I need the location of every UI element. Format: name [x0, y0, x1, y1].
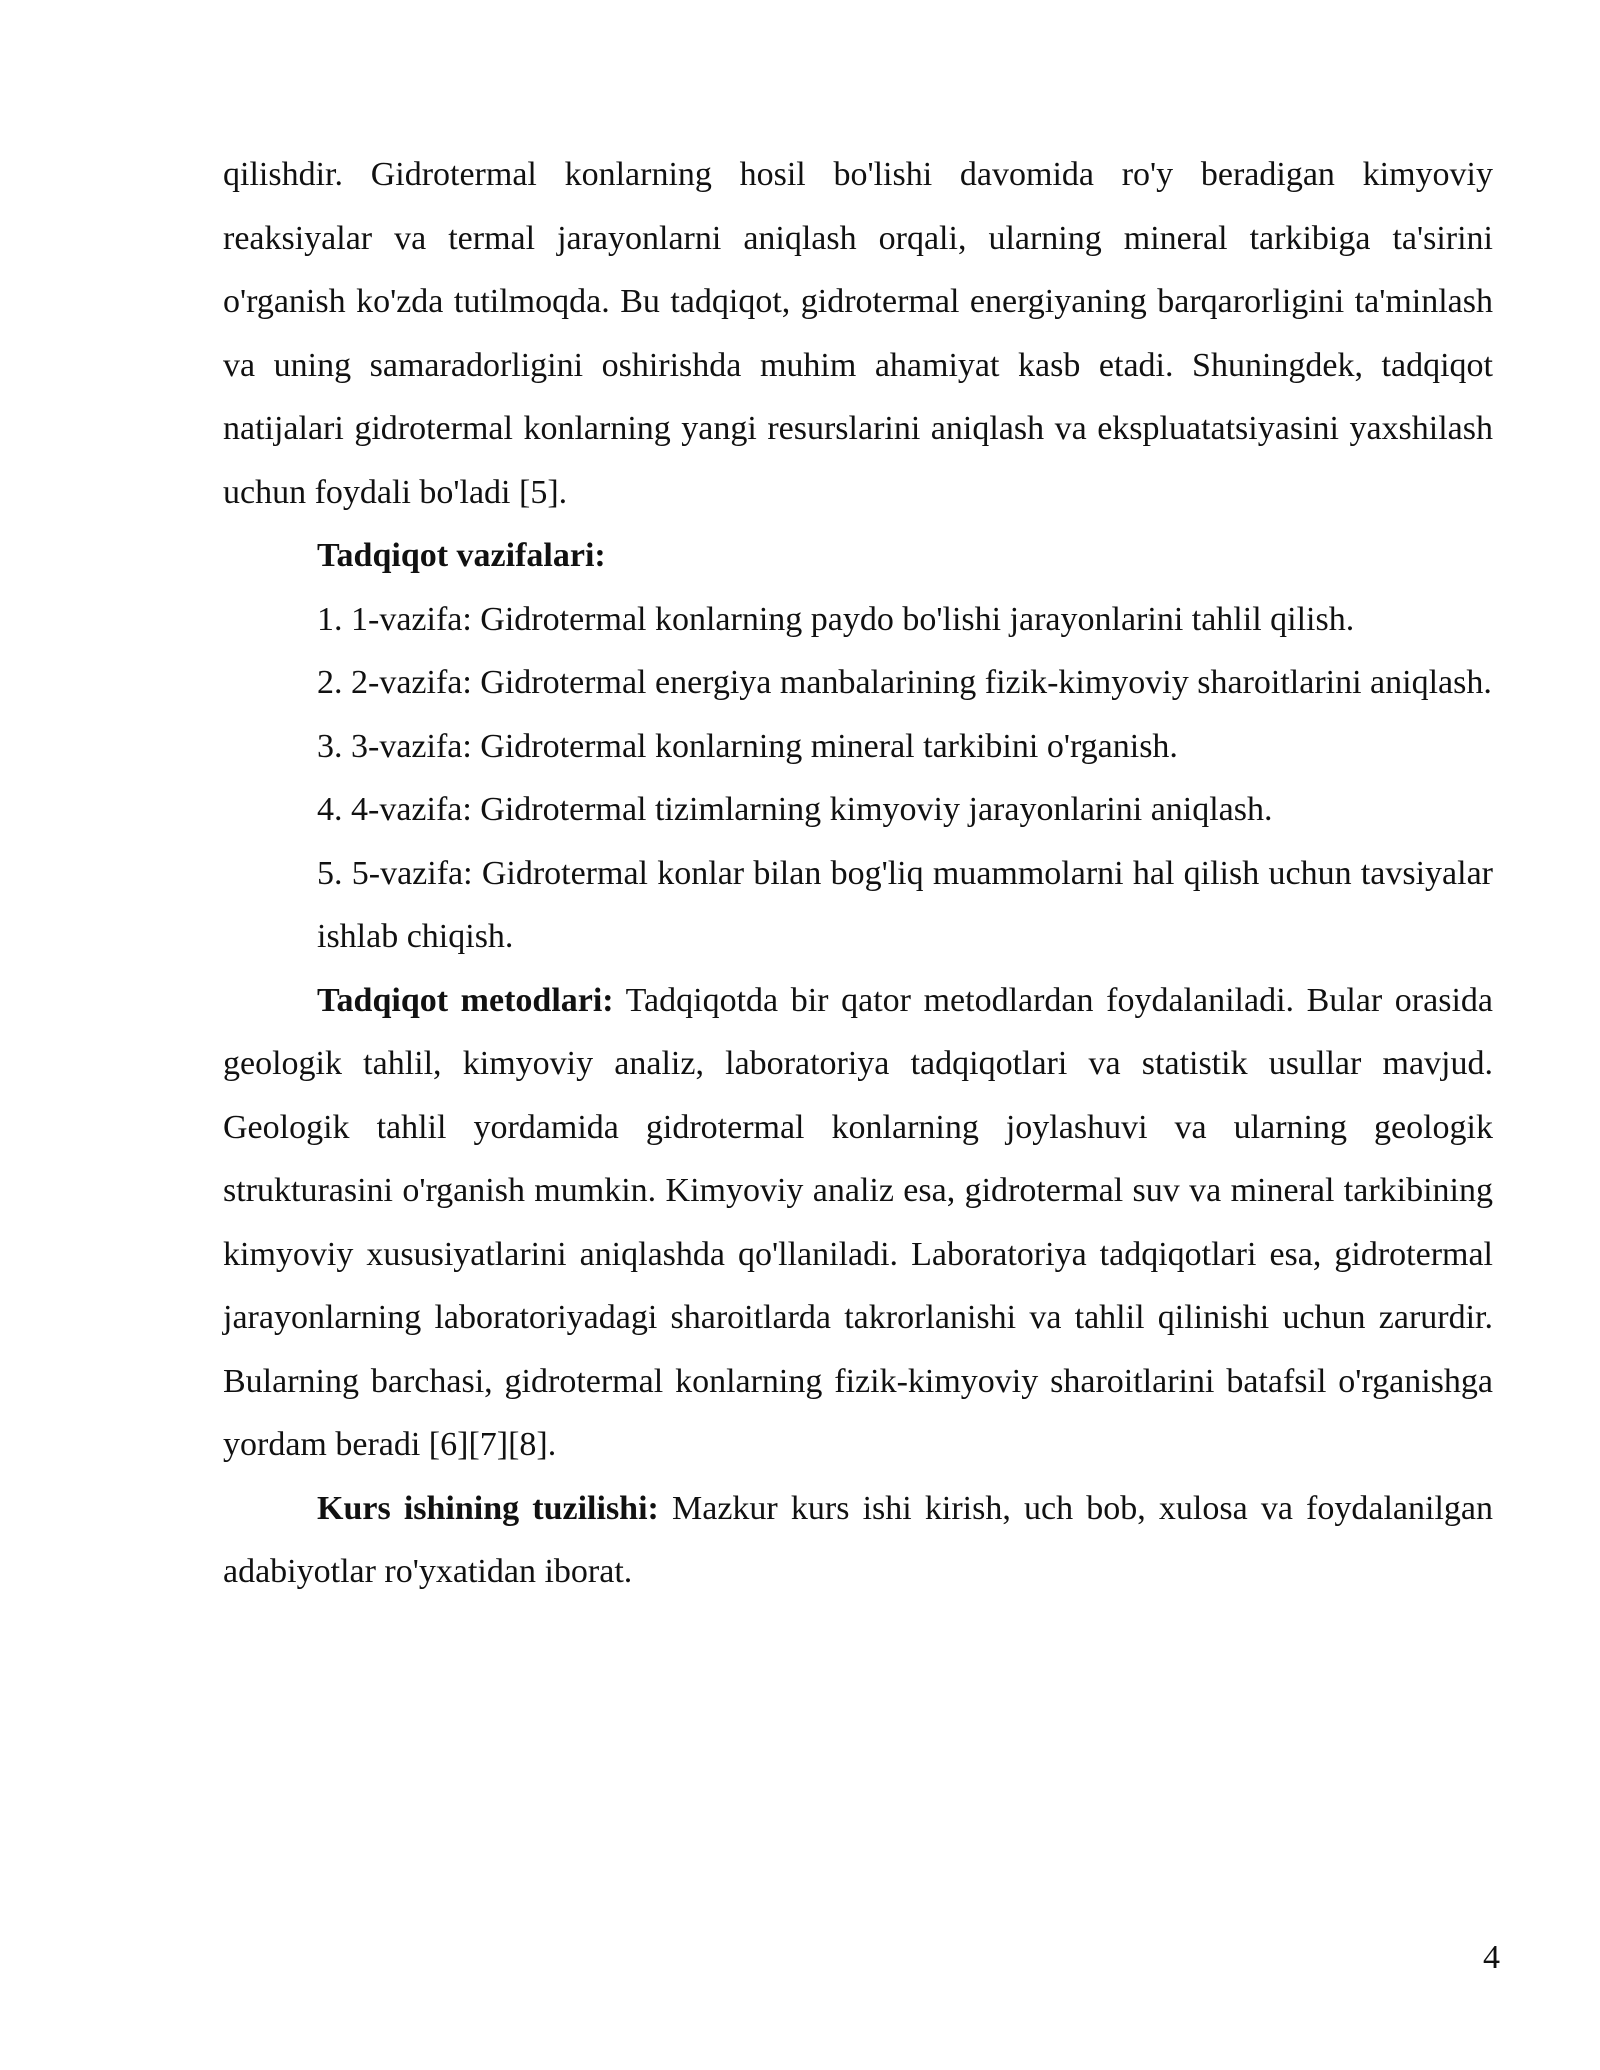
task-item-4: 4. 4-vazifa: Gidrotermal tizimlarning kimyoviy jarayonlarini aniqlash.: [317, 791, 1273, 828]
tasks-heading: Tadqiqot vazifalari:: [317, 537, 606, 574]
task-item-3: 3. 3-vazifa: Gidrotermal konlarning mineral tarkibini o'rganish.: [317, 727, 1178, 765]
methods-heading: Tadqiqot metodlari:: [317, 981, 614, 1019]
task-item-1: 1. 1-vazifa: Gidrotermal konlarning paydo bo'lishi jarayonlarini tahlil qilish.: [317, 600, 1355, 638]
page-body: [223, 143, 1493, 1604]
tasks-list: [223, 588, 1493, 969]
methods-text: Tadqiqotda bir qator metodlardan foydalaniladi. Bular orasida geologik tahlil, kimyoviy analiz, laboratoriya tadqiqotlari va statistik usullar mavjud. Geologik tahlil yordamida gidrotermal konlarning joylashuvi va ularning geologik strukturasini o'rganish mumkin. Kimyoviy analiz esa, gidrotermal suv va mineral tarkibining kimyoviy xususiyatlarini aniqlashda qo'llaniladi. Laboratoriya tadqiqotlari esa, gidrotermal jarayonlarning laboratoriyadagi sharoitlarda takrorlanishi va tahlil qilinishi uchun zarurdir. Bularning barchasi, gidrotermal konlarning fizik-kimyoviy sharoitlarini batafsil o'rganishga yordam beradi [6][7][8].: [223, 981, 1493, 1463]
structure-text: Mazkur kurs ishi kirish, uch bob, xulosa va foydalanilgan adabiyotlar ro'yxatidan iborat.: [223, 1489, 1493, 1590]
task-item-5: 5. 5-vazifa: Gidrotermal konlar bilan bog'liq muammolarni hal qilish uchun tavsiyalar ishlab chiqish.: [317, 854, 1493, 955]
page-number: 4: [1483, 1939, 1500, 1976]
structure-paragraph: [223, 1477, 1493, 1604]
intro-paragraph: qilishdir. Gidrotermal konlarning hosil bo'lishi davomida ro'y beradigan kimyoviy reaksiyalar va termal jarayonlarni aniqlash orqali, ularning mineral tarkibiga ta'sirini o'rganish ko'zda tutilmoqda. Bu tadqiqot, gidrotermal energiyaning barqarorligini ta'minlash va uning samaradorligini oshirishda muhim ahamiyat kasb etadi. Shuningdek, tadqiqot natijalari gidrotermal konlarning yangi resurslarini aniqlash va ekspluatatsiyasini yaxshilash uchun foydali bo'ladi [5].: [223, 156, 1493, 511]
task-item-2: 2. 2-vazifa: Gidrotermal energiya manbalarining fizik-kimyoviy sharoitlarini aniqlash.: [317, 664, 1492, 701]
methods-paragraph: [223, 969, 1493, 1477]
structure-heading: Kurs ishining tuzilishi:: [317, 1489, 659, 1527]
